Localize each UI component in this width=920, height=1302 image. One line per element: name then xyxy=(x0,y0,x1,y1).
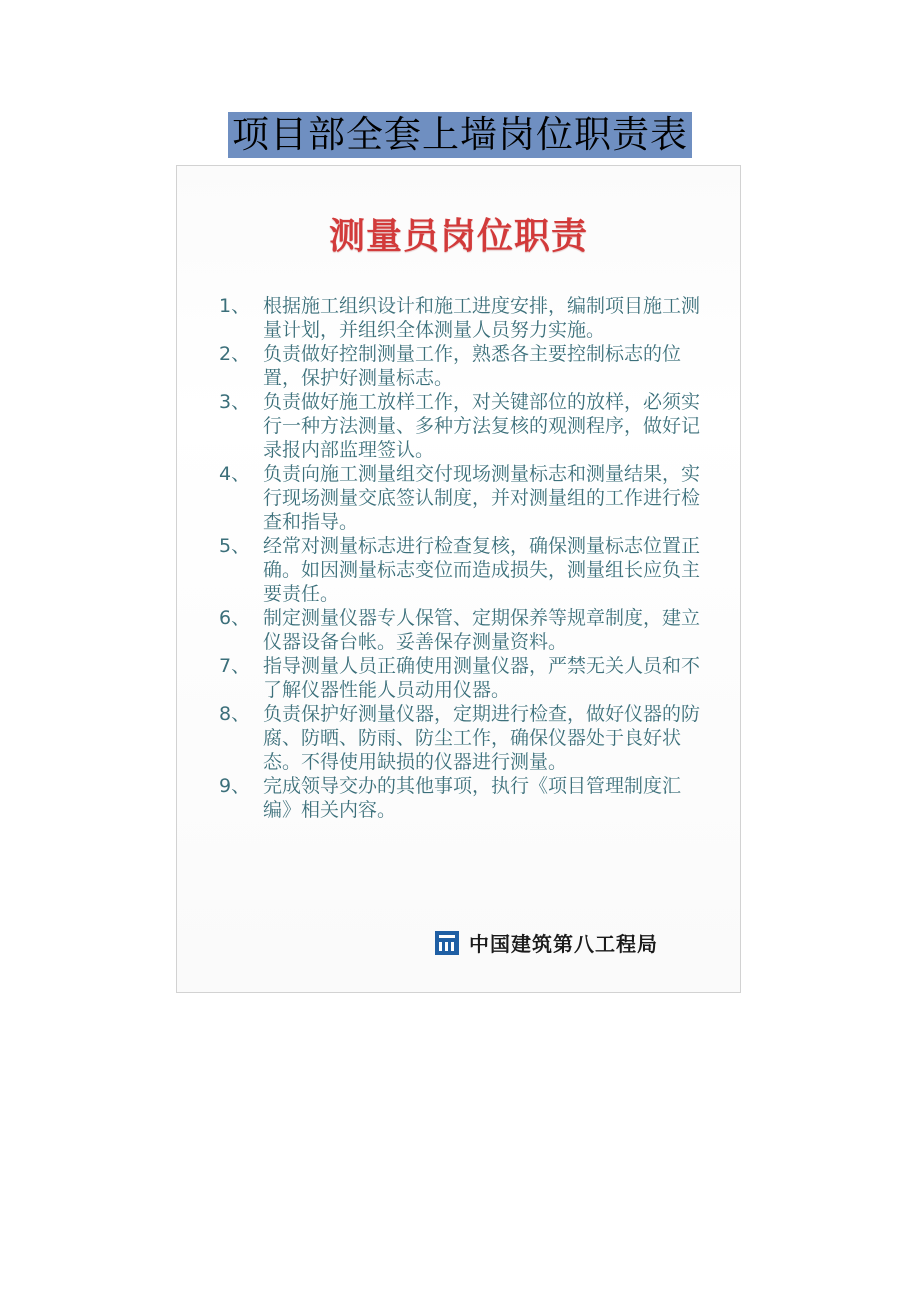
duty-item-4 xyxy=(219,462,709,534)
duty-item-5 xyxy=(219,534,709,606)
duty-list xyxy=(219,294,709,822)
duty-item-3 xyxy=(219,390,709,462)
duty-poster xyxy=(176,165,741,993)
duty-item-1 xyxy=(219,294,709,342)
duty-number: 4、 xyxy=(219,463,251,485)
duty-text: 经常对测量标志进行检查复核，确保测量标志位置正确。如因测量标志变位而造成损失，测量组长应负主要责任。 xyxy=(263,535,701,605)
duty-number: 8、 xyxy=(219,703,251,725)
duty-item-9 xyxy=(219,774,709,822)
duty-item-2 xyxy=(219,342,709,390)
duty-item-6 xyxy=(219,606,709,654)
organization-name: 中国建筑第八工程局 xyxy=(469,932,658,956)
duty-number: 7、 xyxy=(219,655,251,677)
duty-text: 根据施工组织设计和施工进度安排，编制项目施工测量计划，并组织全体测量人员努力实施。 xyxy=(263,295,701,341)
poster-title: 测量员岗位职责 xyxy=(328,216,588,257)
duty-number: 1、 xyxy=(219,295,251,317)
duty-number: 2、 xyxy=(219,343,251,365)
document-title: 项目部全套上墙岗位职责表 xyxy=(228,112,692,158)
duty-number: 5、 xyxy=(219,535,251,557)
duty-text: 负责向施工测量组交付现场测量标志和测量结果，实行现场测量交底签认制度，并对测量组的工作进行检查和指导。 xyxy=(263,463,701,533)
duty-number: 3、 xyxy=(219,391,251,413)
duty-number: 6、 xyxy=(219,607,251,629)
duty-text: 负责做好施工放样工作，对关键部位的放样，必须实行一种方法测量、多种方法复核的观测程序，做好记录报内部监理签认。 xyxy=(263,391,701,461)
poster-footer xyxy=(435,928,658,957)
duty-item-7 xyxy=(219,654,709,702)
duty-text: 制定测量仪器专人保管、定期保养等规章制度，建立仪器设备台帐。妥善保存测量资料。 xyxy=(263,607,701,653)
duty-text: 指导测量人员正确使用测量仪器，严禁无关人员和不了解仪器性能人员动用仪器。 xyxy=(263,655,701,701)
duty-text: 负责保护好测量仪器，定期进行检查，做好仪器的防腐、防晒、防雨、防尘工作，确保仪器处于良好状态。不得使用缺损的仪器进行测量。 xyxy=(263,703,701,773)
duty-item-8 xyxy=(219,702,709,774)
duty-number: 9、 xyxy=(219,775,251,797)
document-title-wrapper xyxy=(0,112,920,158)
duty-text: 负责做好控制测量工作，熟悉各主要控制标志的位置，保护好测量标志。 xyxy=(263,343,682,389)
cscec-logo-icon xyxy=(435,931,459,955)
duty-text: 完成领导交办的其他事项，执行《项目管理制度汇编》相关内容。 xyxy=(263,775,682,821)
